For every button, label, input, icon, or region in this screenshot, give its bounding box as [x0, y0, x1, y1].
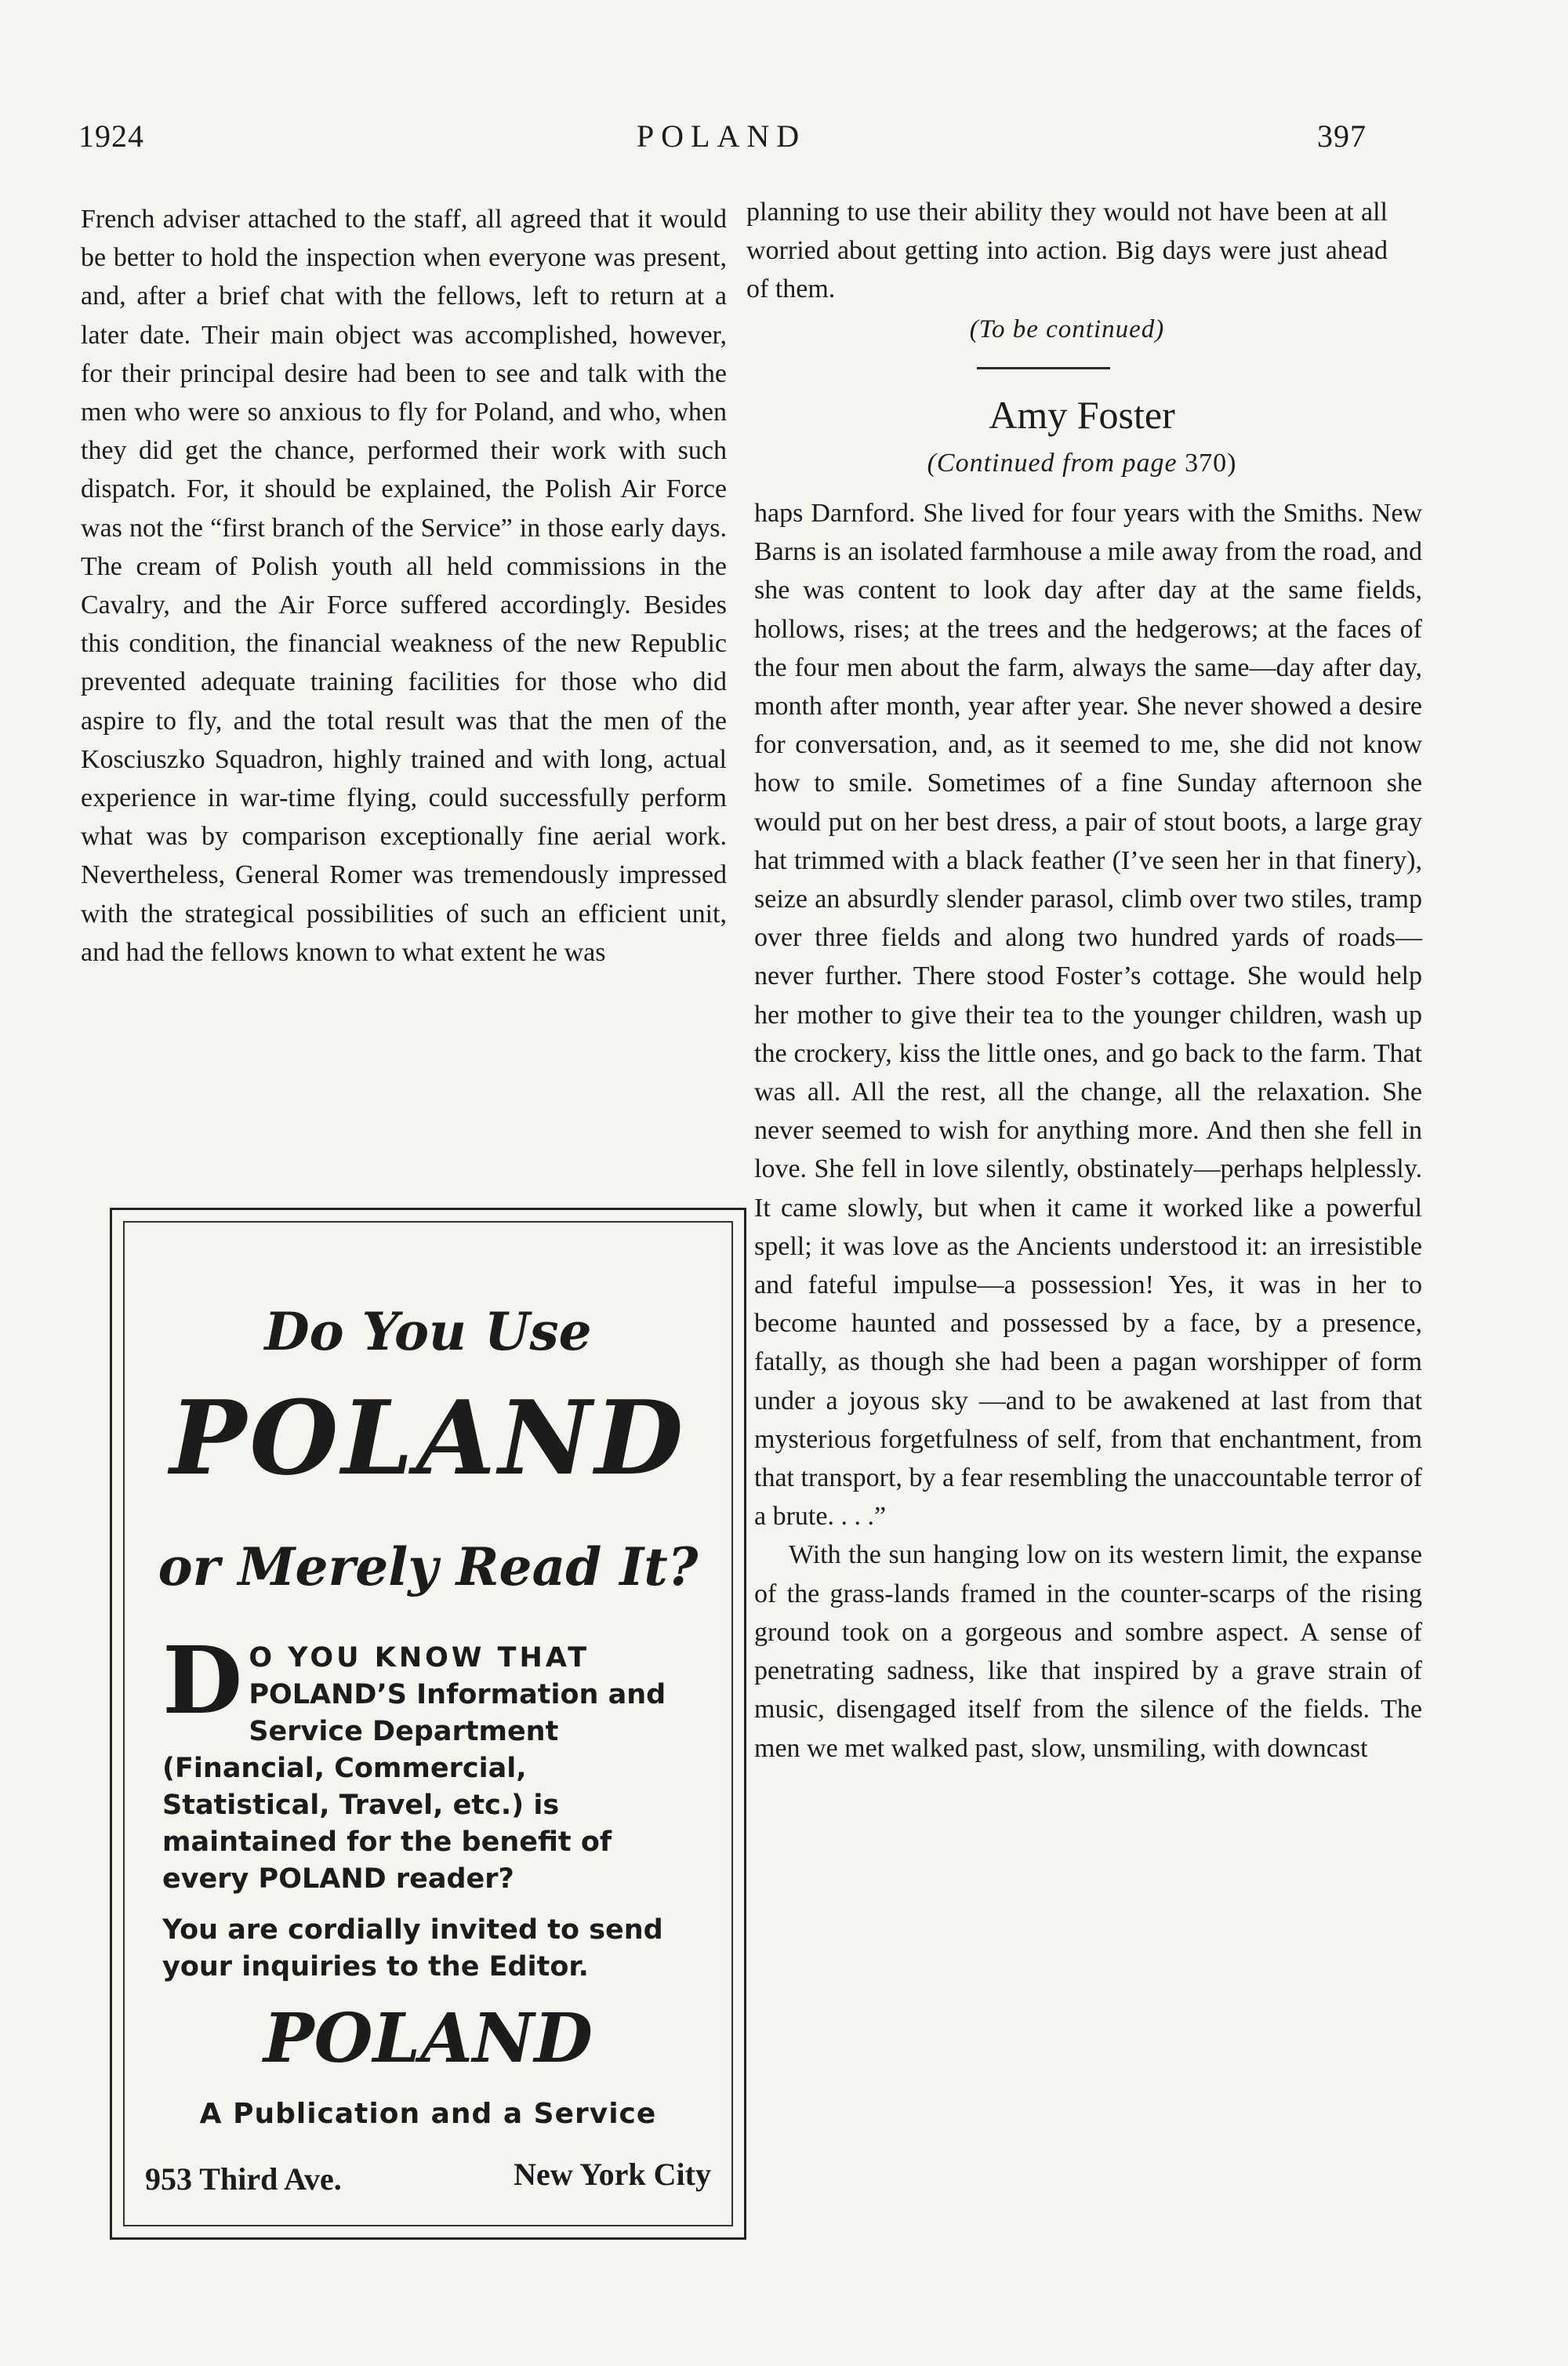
ad-city: New York City [514, 2157, 711, 2192]
ad-question [162, 1626, 680, 1898]
section-divider [977, 367, 1110, 369]
advertisement-inner-frame [123, 1221, 733, 2226]
advertisement-box [110, 1208, 746, 2240]
ad-question-caps: O YOU KNOW THAT [249, 1642, 590, 1674]
ad-invitation: You are cordially invited to send your inquiries to the Editor. [162, 1914, 663, 1983]
ad-dropcap: D [162, 1626, 243, 1735]
ad-brand: POLAND [263, 1999, 593, 2078]
ad-body-text [162, 1626, 680, 1986]
running-year: 1924 [78, 118, 144, 154]
serial-ending-paragraph: planning to use their ability they would not have been at all worried about getting into action. Big days were just ahead of them. [746, 198, 1388, 304]
ad-headline-line1: Do You Use [264, 1301, 592, 1362]
page-number: 397 [1317, 118, 1367, 154]
story-paragraph-2: With the sun hanging low on its western limit, the expanse of the grass-lands framed in the counter-scarps of the rising ground took on a gorgeous and sombre aspect. A sense of penetrating sadness, like that inspired by a grave strain of music, disengaged itself from the silence of the fields. The men we met walked past, slow, unsmiling, with downcast [754, 1540, 1422, 1763]
story-body [754, 494, 1422, 1768]
left-column-paragraph: French adviser attached to the staff, all agreed that it would be better to hold the inspection when everyone was present, and, after a brief chat with the fellows, left to return at a later date. Their main object was accomplished, however, for their principal desire had been to see and talk with the men who were so anxious to fly for Poland, and who, when they did get the chance, performed their work with such dispatch. For, it should be explained, the Polish Air Force was not the “first branch of the Service” in those early days. The cream of Polish youth all held commissions in the Cavalry, and the Air Force suffered accordingly. Besides this condition, the financial weakness of the new Republic prevented adequate training facilities for those who did aspire to fly, and the total result was that the men of the Kosciuszko Squadron, highly trained and with long, actual experience in war-time flying, could successfully perform what was by comparison exceptionally fine aerial work. Nevertheless, General Romer was tremendously impressed with the strategical possibilities of such an efficient unit, and had the fellows known to what extent he was [81, 205, 727, 967]
story-paragraph-1: haps Darnford. She lived for four years with the Smiths. New Barns is an isolated farmhouse a mile away from the road, and she was content to look day after day at the same fields, hollows, rises; at the trees and the hedgerows; at the faces of the four men about the farm, always the same—day after day, month after month, year after year. She never showed a desire for conversation, and, as it seemed to me, she did not know how to smile. Sometimes of a fine Sunday afternoon she would put on her best dress, a pair of stout boots, a large gray hat trimmed with a black feather (I’ve seen her in that finery), seize an absurdly slender parasol, climb over two stiles, tramp over three fields and along two hundred yards of roads—never further. There stood Foster’s cottage. She would help her mother to give their tea to the younger children, wash up the crockery, kiss the little ones, and go back to the farm. That was all. All the rest, all the change, all the relaxation. She never seemed to wish for anything more. And then she fell in love. She fell in love silently, obstinately—perhaps helplessly. It came slowly, but when it came it worked like a powerful spell; it was love as the Ancients understood it: an irresistible and fateful impulse—a possession! Yes, it was in her to become haunted and possessed by a face, by a presence, fatally, as though she had been a pagan worshipper of form under a joyous sky —and to be awakened at last from that mysterious forgetfulness of self, from that enchantment, from that transport, by a fear resembling the unaccountable terror of a brute. . . .” [754, 499, 1422, 1532]
running-title: POLAND [636, 118, 807, 154]
story-continuation-note [784, 449, 1380, 478]
ad-headline-line3: or Merely Read It? [158, 1536, 699, 1597]
left-column [81, 200, 727, 972]
to-be-continued-note: (To be continued) [969, 314, 1165, 343]
ad-address: 953 Third Ave. [145, 2161, 342, 2197]
ad-tagline: A Publication and a Service [199, 2098, 657, 2130]
ad-question-rest: POLAND’S Information and Service Department (Financial, Commercial, Statistical, Travel, etc.) is maintained for the benefit of every POLAND reader? [162, 1679, 666, 1895]
continued-from-page: 370) [1185, 449, 1237, 478]
story-title: Amy Foster [989, 393, 1175, 437]
right-column-top [746, 193, 1388, 349]
continued-from-label: (Continued from page [927, 449, 1178, 478]
ad-headline-poland: POLAND [169, 1378, 687, 1498]
